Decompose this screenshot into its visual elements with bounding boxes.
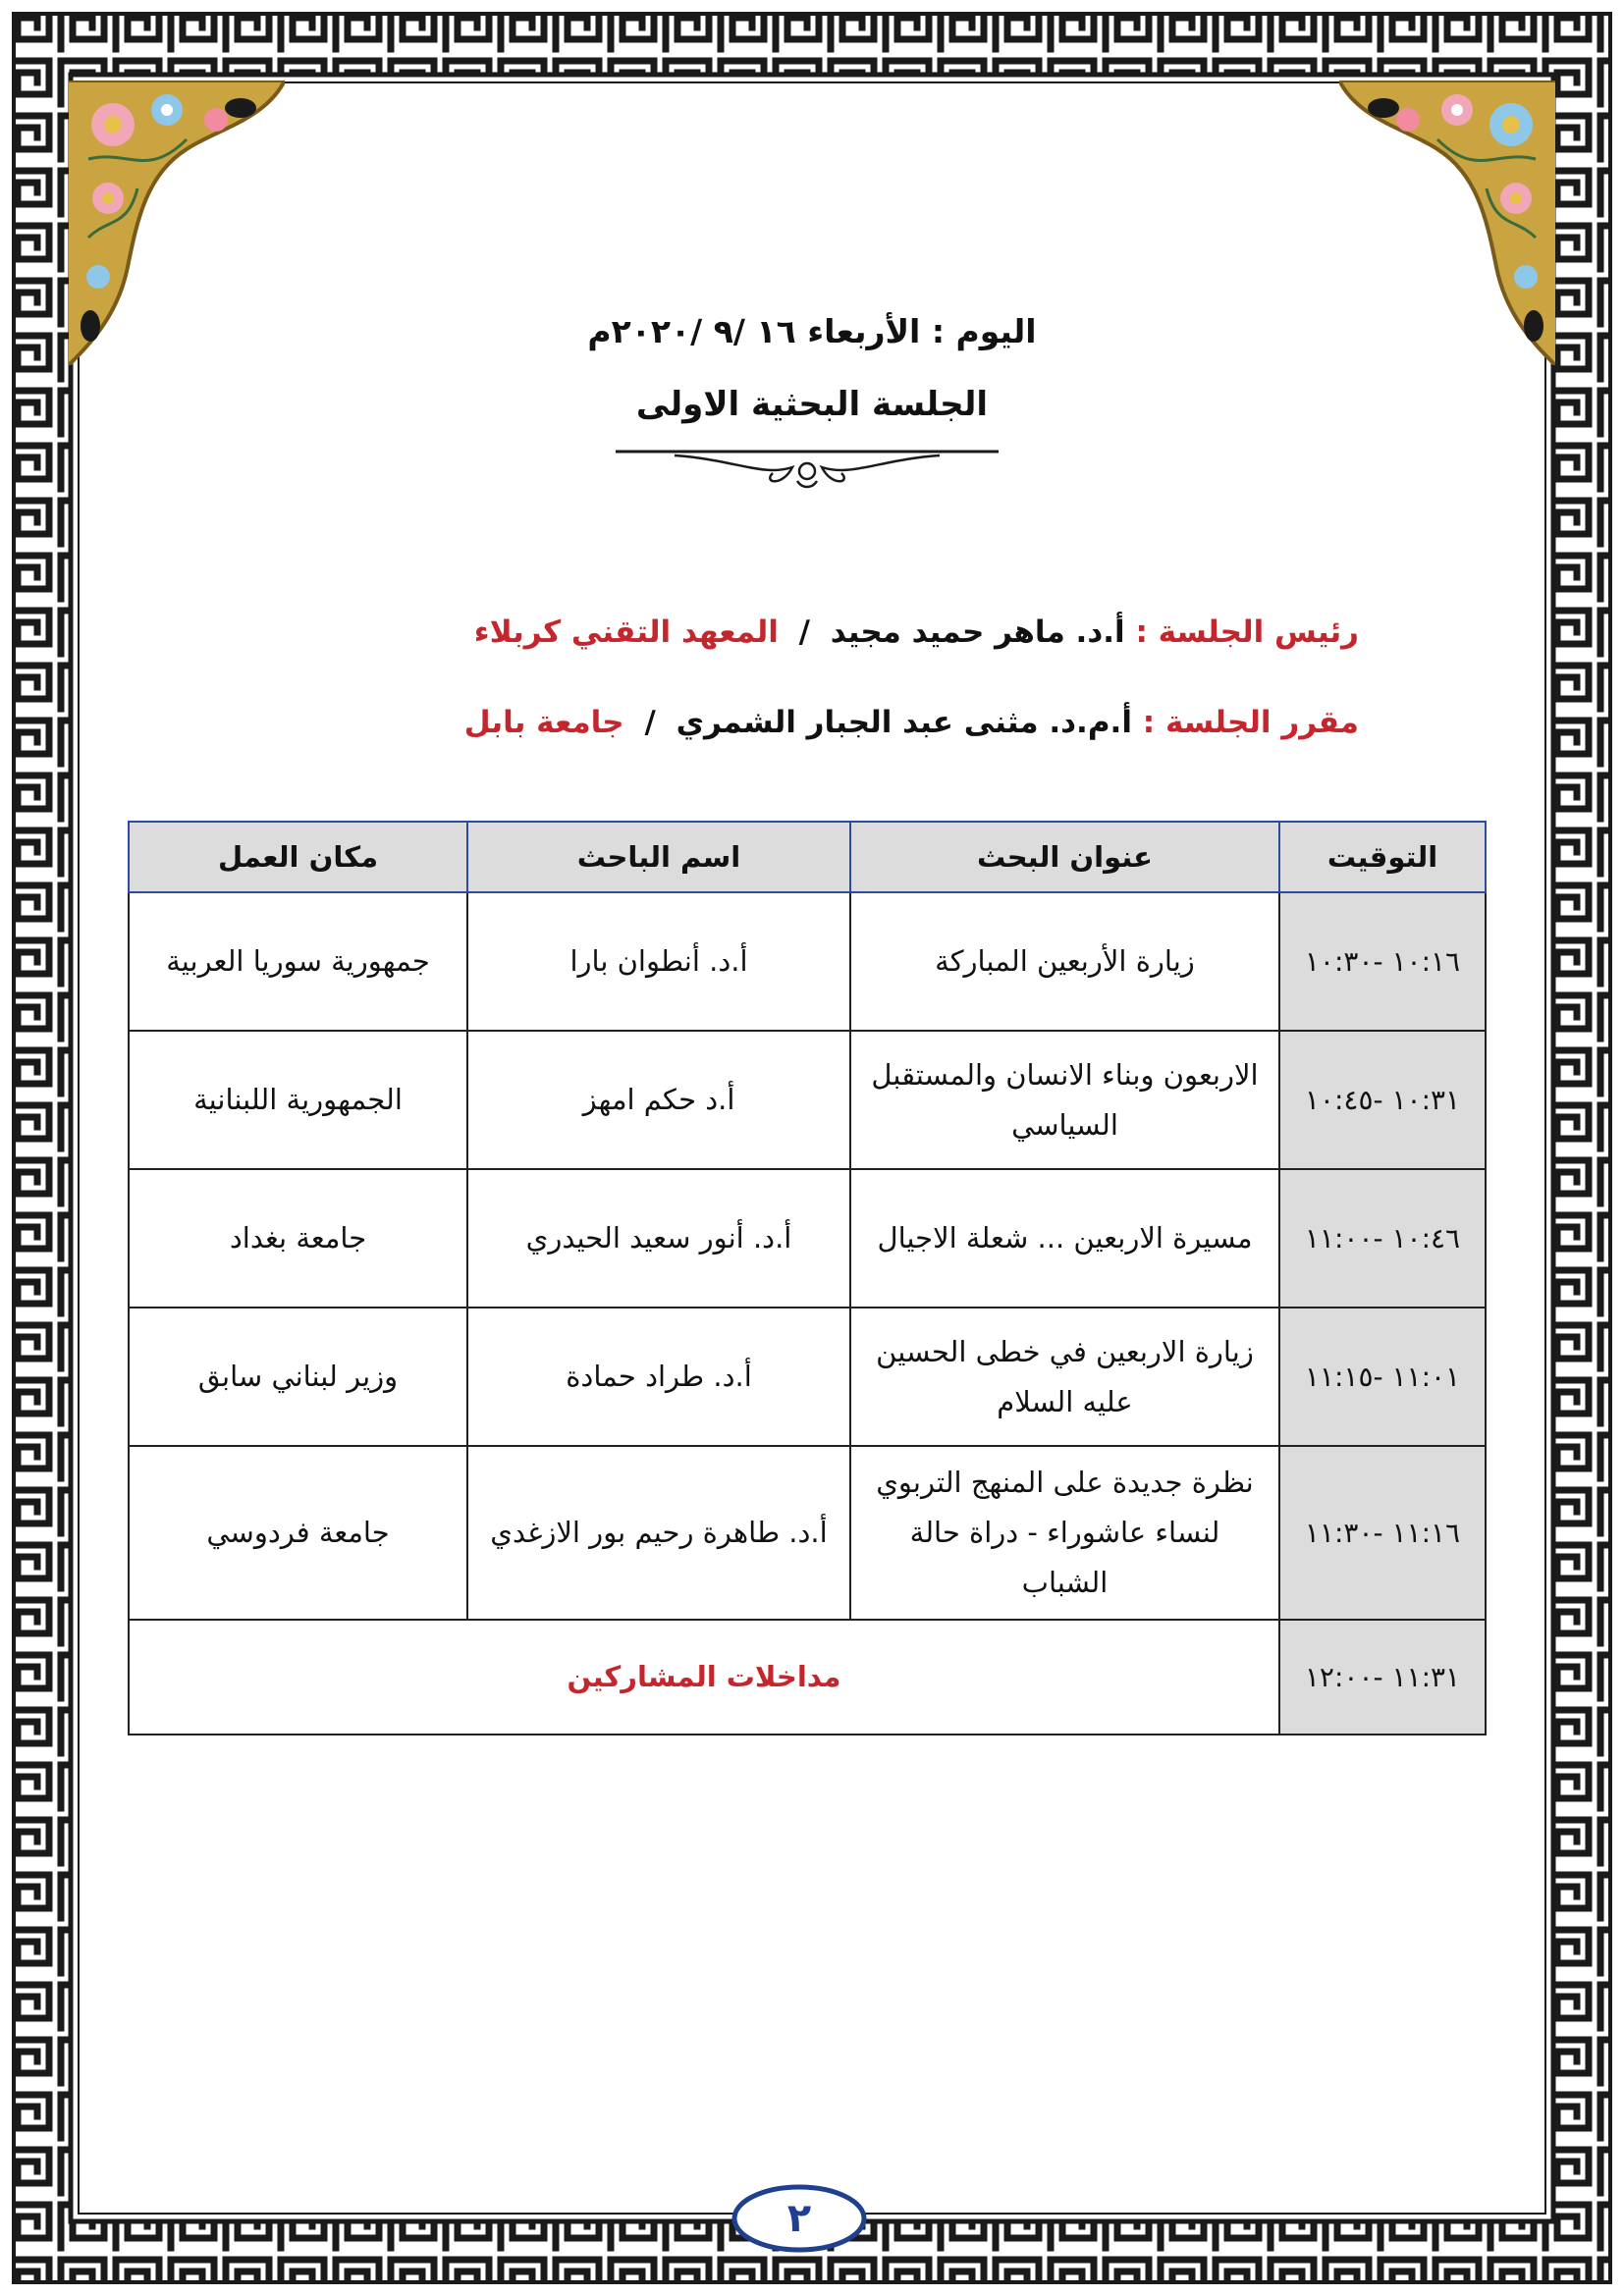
chair-separator: / bbox=[798, 614, 810, 650]
row-researcher: أ.د. أنور سعيد الحيدري bbox=[467, 1169, 850, 1308]
chair-name: أ.د. ماهر حميد مجيد bbox=[830, 614, 1125, 650]
row-time: ١٠:٣١ -١٠:٤٥ bbox=[1279, 1031, 1486, 1169]
closing-row bbox=[129, 1620, 1486, 1735]
row-researcher: أ.د. طاهرة رحيم بور الازغدي bbox=[467, 1446, 850, 1620]
row-workplace: وزير لبناني سابق bbox=[129, 1308, 467, 1446]
header-researcher: اسم الباحث bbox=[467, 822, 850, 892]
chair-institution: المعهد التقني كربلاء bbox=[473, 614, 779, 650]
row-title: نظرة جديدة على المنهج التربوي لنساء عاشوراء - دراة حالة الشباب bbox=[850, 1446, 1279, 1620]
row-workplace: جامعة بغداد bbox=[129, 1169, 467, 1308]
rapporteur-name: أ.م.د. مثنى عبد الجبار الشمري bbox=[676, 705, 1132, 740]
table-row bbox=[129, 1308, 1486, 1446]
header-time: التوقيت bbox=[1279, 822, 1486, 892]
rapporteur-separator: / bbox=[644, 705, 656, 740]
session-rapporteur bbox=[464, 705, 1359, 740]
row-time: ١١:٠١ -١١:١٥ bbox=[1279, 1308, 1486, 1446]
row-time: ١١:١٦ -١١:٣٠ bbox=[1279, 1446, 1486, 1620]
row-researcher: أ.د. أنطوان بارا bbox=[467, 892, 850, 1031]
header-title: عنوان البحث bbox=[850, 822, 1279, 892]
table-row bbox=[129, 1446, 1486, 1620]
session-date: اليوم : الأربعاء ١٦ /٩ /٢٠٢٠م bbox=[587, 312, 1037, 350]
row-title: زيارة الأربعين المباركة bbox=[850, 892, 1279, 1031]
schedule-table bbox=[128, 821, 1487, 1735]
page-number-badge bbox=[731, 2183, 868, 2254]
table-row bbox=[129, 1169, 1486, 1308]
session-chair bbox=[474, 614, 1359, 650]
row-title: زيارة الاربعين في خطى الحسين عليه السلام bbox=[850, 1308, 1279, 1446]
row-title: الاربعون وبناء الانسان والمستقبل السياسي bbox=[850, 1031, 1279, 1169]
rapporteur-label: مقرر الجلسة : bbox=[1142, 705, 1359, 740]
row-workplace: جامعة فردوسي bbox=[129, 1446, 467, 1620]
page-number: ٢ bbox=[786, 2196, 812, 2241]
table-header-row bbox=[129, 822, 1486, 892]
rapporteur-institution: جامعة بابل bbox=[463, 705, 624, 740]
row-time: ١٠:٤٦ -١١:٠٠ bbox=[1279, 1169, 1486, 1308]
row-researcher: أ.د حكم امهز bbox=[467, 1031, 850, 1169]
row-time: ١٠:١٦ -١٠:٣٠ bbox=[1279, 892, 1486, 1031]
header-workplace: مكان العمل bbox=[129, 822, 467, 892]
table-row bbox=[129, 1031, 1486, 1169]
row-title: مسيرة الاربعين ... شعلة الاجيال bbox=[850, 1169, 1279, 1308]
participants-interventions: مداخلات المشاركين bbox=[129, 1620, 1279, 1735]
row-workplace: جمهورية سوريا العربية bbox=[129, 892, 467, 1031]
row-researcher: أ.د. طراد حمادة bbox=[467, 1308, 850, 1446]
table-row bbox=[129, 892, 1486, 1031]
title-flourish-ornament bbox=[616, 438, 999, 493]
session-title: الجلسة البحثية الاولى bbox=[635, 385, 989, 424]
closing-time: ١١:٣١ -١٢:٠٠ bbox=[1279, 1620, 1486, 1735]
row-workplace: الجمهورية اللبنانية bbox=[129, 1031, 467, 1169]
chair-label: رئيس الجلسة : bbox=[1135, 614, 1359, 650]
